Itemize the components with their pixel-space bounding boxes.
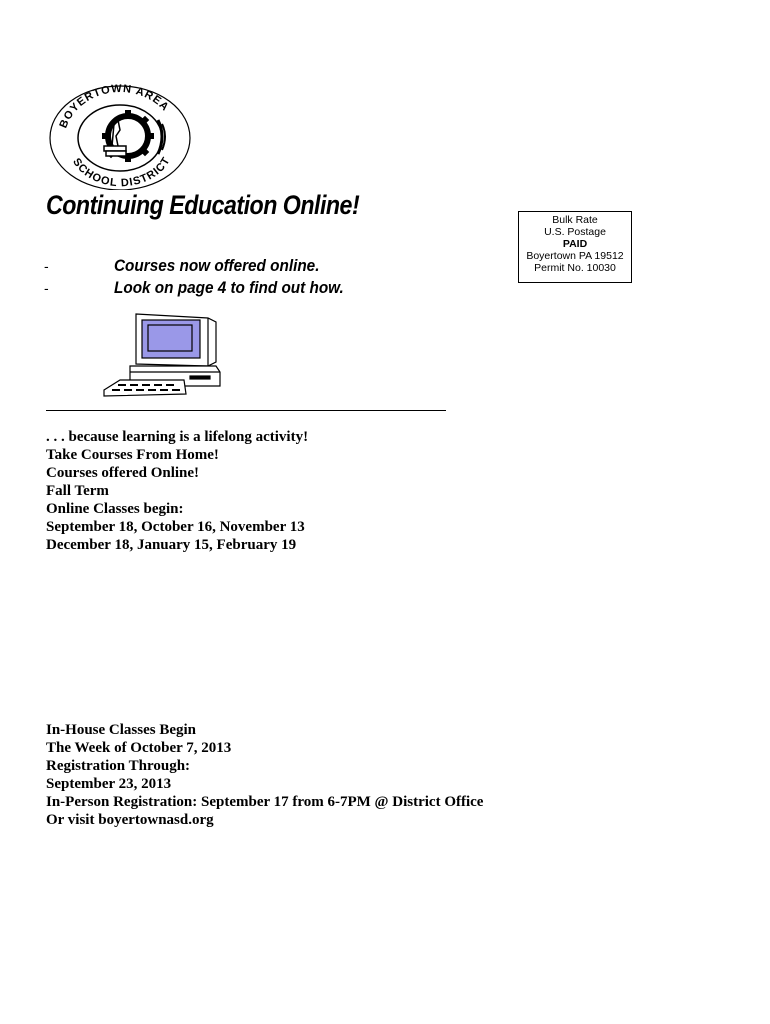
postage-line: U.S. Postage bbox=[544, 226, 606, 238]
text-line: Registration Through: bbox=[46, 758, 191, 774]
computer-clipart-icon bbox=[100, 310, 230, 400]
list-item bbox=[44, 277, 369, 299]
page-title: Continuing Education Online! bbox=[46, 190, 360, 220]
bullet-dash: - bbox=[44, 280, 49, 296]
text-line: December 18, January 15, February 19 bbox=[46, 537, 297, 553]
divider bbox=[46, 410, 446, 411]
text-line: In-House Classes Begin bbox=[46, 722, 197, 738]
text-line: Courses offered Online! bbox=[46, 465, 200, 481]
postage-line: Bulk Rate bbox=[552, 214, 598, 226]
text-line: The Week of October 7, 2013 bbox=[46, 740, 232, 756]
bullet-list bbox=[44, 255, 369, 299]
postage-line: Permit No. 10030 bbox=[534, 262, 616, 274]
postage-indicia bbox=[518, 211, 632, 283]
text-line: In-Person Registration: September 17 from 6-7PM @ District Office bbox=[46, 794, 484, 810]
in-house-classes-block bbox=[46, 721, 483, 829]
logo-top-text: BOYERTOWN AREA bbox=[57, 82, 172, 130]
text-line: Fall Term bbox=[46, 483, 109, 499]
logo-bottom-text: SCHOOL DISTRICT bbox=[70, 154, 173, 190]
postage-paid: PAID bbox=[562, 238, 588, 250]
bullet-dash: - bbox=[44, 258, 49, 274]
bullet-text: Look on page 4 to find out how. bbox=[114, 278, 344, 297]
website-line: Or visit boyertownasd.org bbox=[46, 812, 214, 828]
bullet-text: Courses now offered online. bbox=[114, 256, 320, 275]
online-classes-block bbox=[46, 428, 308, 554]
list-item bbox=[44, 255, 369, 277]
postage-line: Boyertown PA 19512 bbox=[526, 250, 624, 262]
text-line: September 18, October 16, November 13 bbox=[46, 519, 305, 535]
text-line: Online Classes begin: bbox=[46, 501, 184, 517]
school-district-seal-icon bbox=[48, 80, 192, 190]
svg-text:SCHOOL DISTRICT bbox=[70, 155, 173, 190]
text-line: September 23, 2013 bbox=[46, 776, 172, 792]
tagline: . . . because learning is a lifelong activity! bbox=[46, 429, 309, 445]
text-line: Take Courses From Home! bbox=[46, 447, 219, 463]
